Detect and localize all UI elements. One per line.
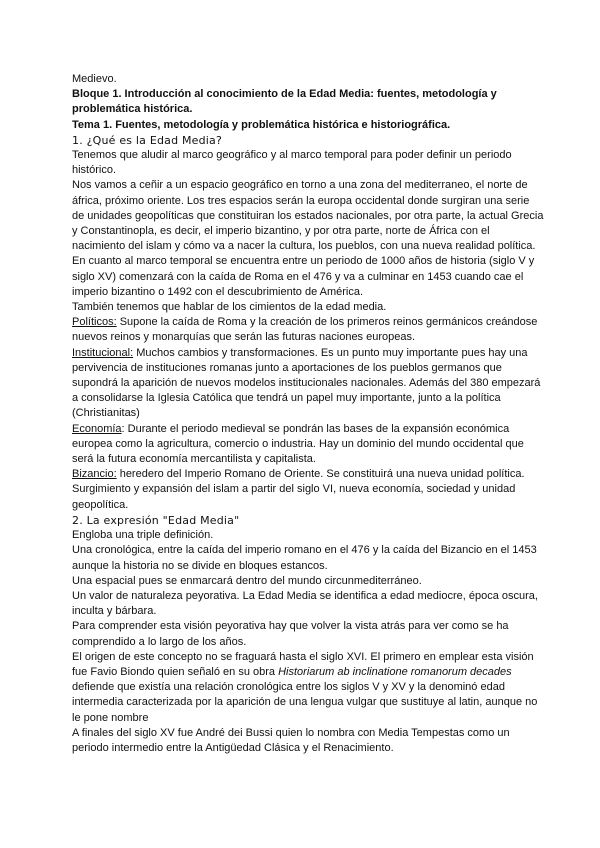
institucional-paragraph bbox=[72, 346, 544, 422]
institucional-text: Muchos cambios y transformaciones. Es un punto muy importante pues hay una pervivencia de instituciones romanas junto a aportaciones de los pueblos germanos que supondrá la aparición de nuevos modelos institucionales nacionales. Además del 380 empezará a consolidarse la Iglesia Católica que tendrá un papel muy importante, junto a la política (Christianitas) bbox=[72, 346, 541, 420]
topic-title: Tema 1. Fuentes, metodología y problemática histórica e historiográfica. bbox=[72, 118, 451, 131]
paragraph: Para comprender esta visión peyorativa hay que volver la vista atrás para ver como se ha comprendido a lo largo de los años. bbox=[72, 620, 509, 648]
section-2-heading: 2. La expresión "Edad Media" bbox=[72, 513, 240, 527]
paragraph: Un valor de naturaleza peyorativa. La Edad Media se identifica a edad mediocre, época oscura, inculta y bárbara. bbox=[72, 589, 538, 618]
politicos-text: Supone la caída de Roma y la creación de los primeros reinos germánicos creándose nuevos reinos y monarquías que serán las futuras naciones europeas. bbox=[72, 316, 538, 344]
institucional-label: Institucional: bbox=[72, 346, 134, 359]
paragraph: Surgimiento y expansión del islam a partir del siglo VI, nueva economía, sociedad y unidad geopolítica. bbox=[72, 483, 516, 511]
paragraph: En cuanto al marco temporal se encuentra entre un periodo de 1000 años de historia (siglo V y siglo XV) comenzará con la caída de Roma en el 476 y va a culminar en 1453 cuando cae el imperio bizantino o 1492 con el descubrimiento de América. bbox=[72, 255, 535, 298]
document-body bbox=[72, 72, 544, 756]
paragraph: Una cronológica, entre la caída del imperio romano en el 476 y la caída del Bizancio en el 1453 aunque la historia no se divide en bloques estancos. bbox=[72, 544, 537, 572]
work-title: Historiarum ab inclinatione romanorum decades bbox=[278, 665, 512, 678]
economia-paragraph bbox=[72, 422, 544, 468]
paragraph: Engloba una triple definición. bbox=[72, 529, 214, 542]
economia-label: Economía bbox=[72, 422, 122, 435]
section-1-heading: 1. ¿Qué es la Edad Media? bbox=[72, 133, 223, 147]
bizancio-paragraph bbox=[72, 467, 544, 482]
biondo-text: El origen de este concepto no se fraguará hasta el siglo XVI. El primero en emplear esta visión fue Favio Biondo quien señaló en su obra bbox=[72, 650, 534, 678]
bizancio-text: heredero del Imperio Romano de Oriente. Se constituirá una nueva unidad política. bbox=[116, 468, 525, 481]
paragraph: Una espacial pues se enmarcará dentro del mundo circunmediterráneo. bbox=[72, 574, 422, 587]
economia-text: : Durante el periodo medieval se pondrán las bases de la expansión económica europea como la agricultura, comercio o industria. Hay un dominio del mundo occidental que será la futura economía mercantilista y capitalista. bbox=[72, 422, 524, 466]
politicos-label: Políticos: bbox=[72, 316, 117, 329]
course-label: Medievo. bbox=[72, 73, 117, 85]
biondo-text-end: defiende que existía una relación cronológica entre los siglos V y XV y la denominó edad intermedia caracterizada por la aparición de una lengua vulgar que sustituye al latin, aunque no le pone nombre bbox=[72, 681, 538, 724]
paragraph: Tenemos que aludir al marco geográfico y al marco temporal para poder definir un periodo histórico. bbox=[72, 149, 512, 177]
paragraph: También tenemos que hablar de los cimientos de la edad media. bbox=[72, 301, 387, 314]
biondo-paragraph bbox=[72, 650, 544, 726]
block-title: Bloque 1. Introducción al conocimiento de la Edad Media: fuentes, metodología y problemática histórica. bbox=[72, 88, 497, 116]
bizancio-label: Bizancio: bbox=[72, 468, 117, 481]
politicos-paragraph bbox=[72, 315, 544, 345]
paragraph: A finales del siglo XV fue André dei Bussi quien lo nombra con Media Tempestas como un periodo intermedio entre la Antigüedad Clásica y el Renacimiento. bbox=[72, 726, 510, 754]
paragraph: Nos vamos a ceñir a un espacio geográfico en torno a una zona del mediterraneo, el norte de áfrica, próximo oriente. Los tres espacios serán la europa occidental donde surgiran una serie de unidades geopolíticas que constituiran los estados nacionales, por otra parte, la actual Grecia y Constantinopla, es decir, el imperio bizantino, y por otra parte, norte de África con el nacimiento del islam y cómo va a nacer la cultura, los pueblos, con una nueva realidad política. bbox=[72, 179, 544, 253]
